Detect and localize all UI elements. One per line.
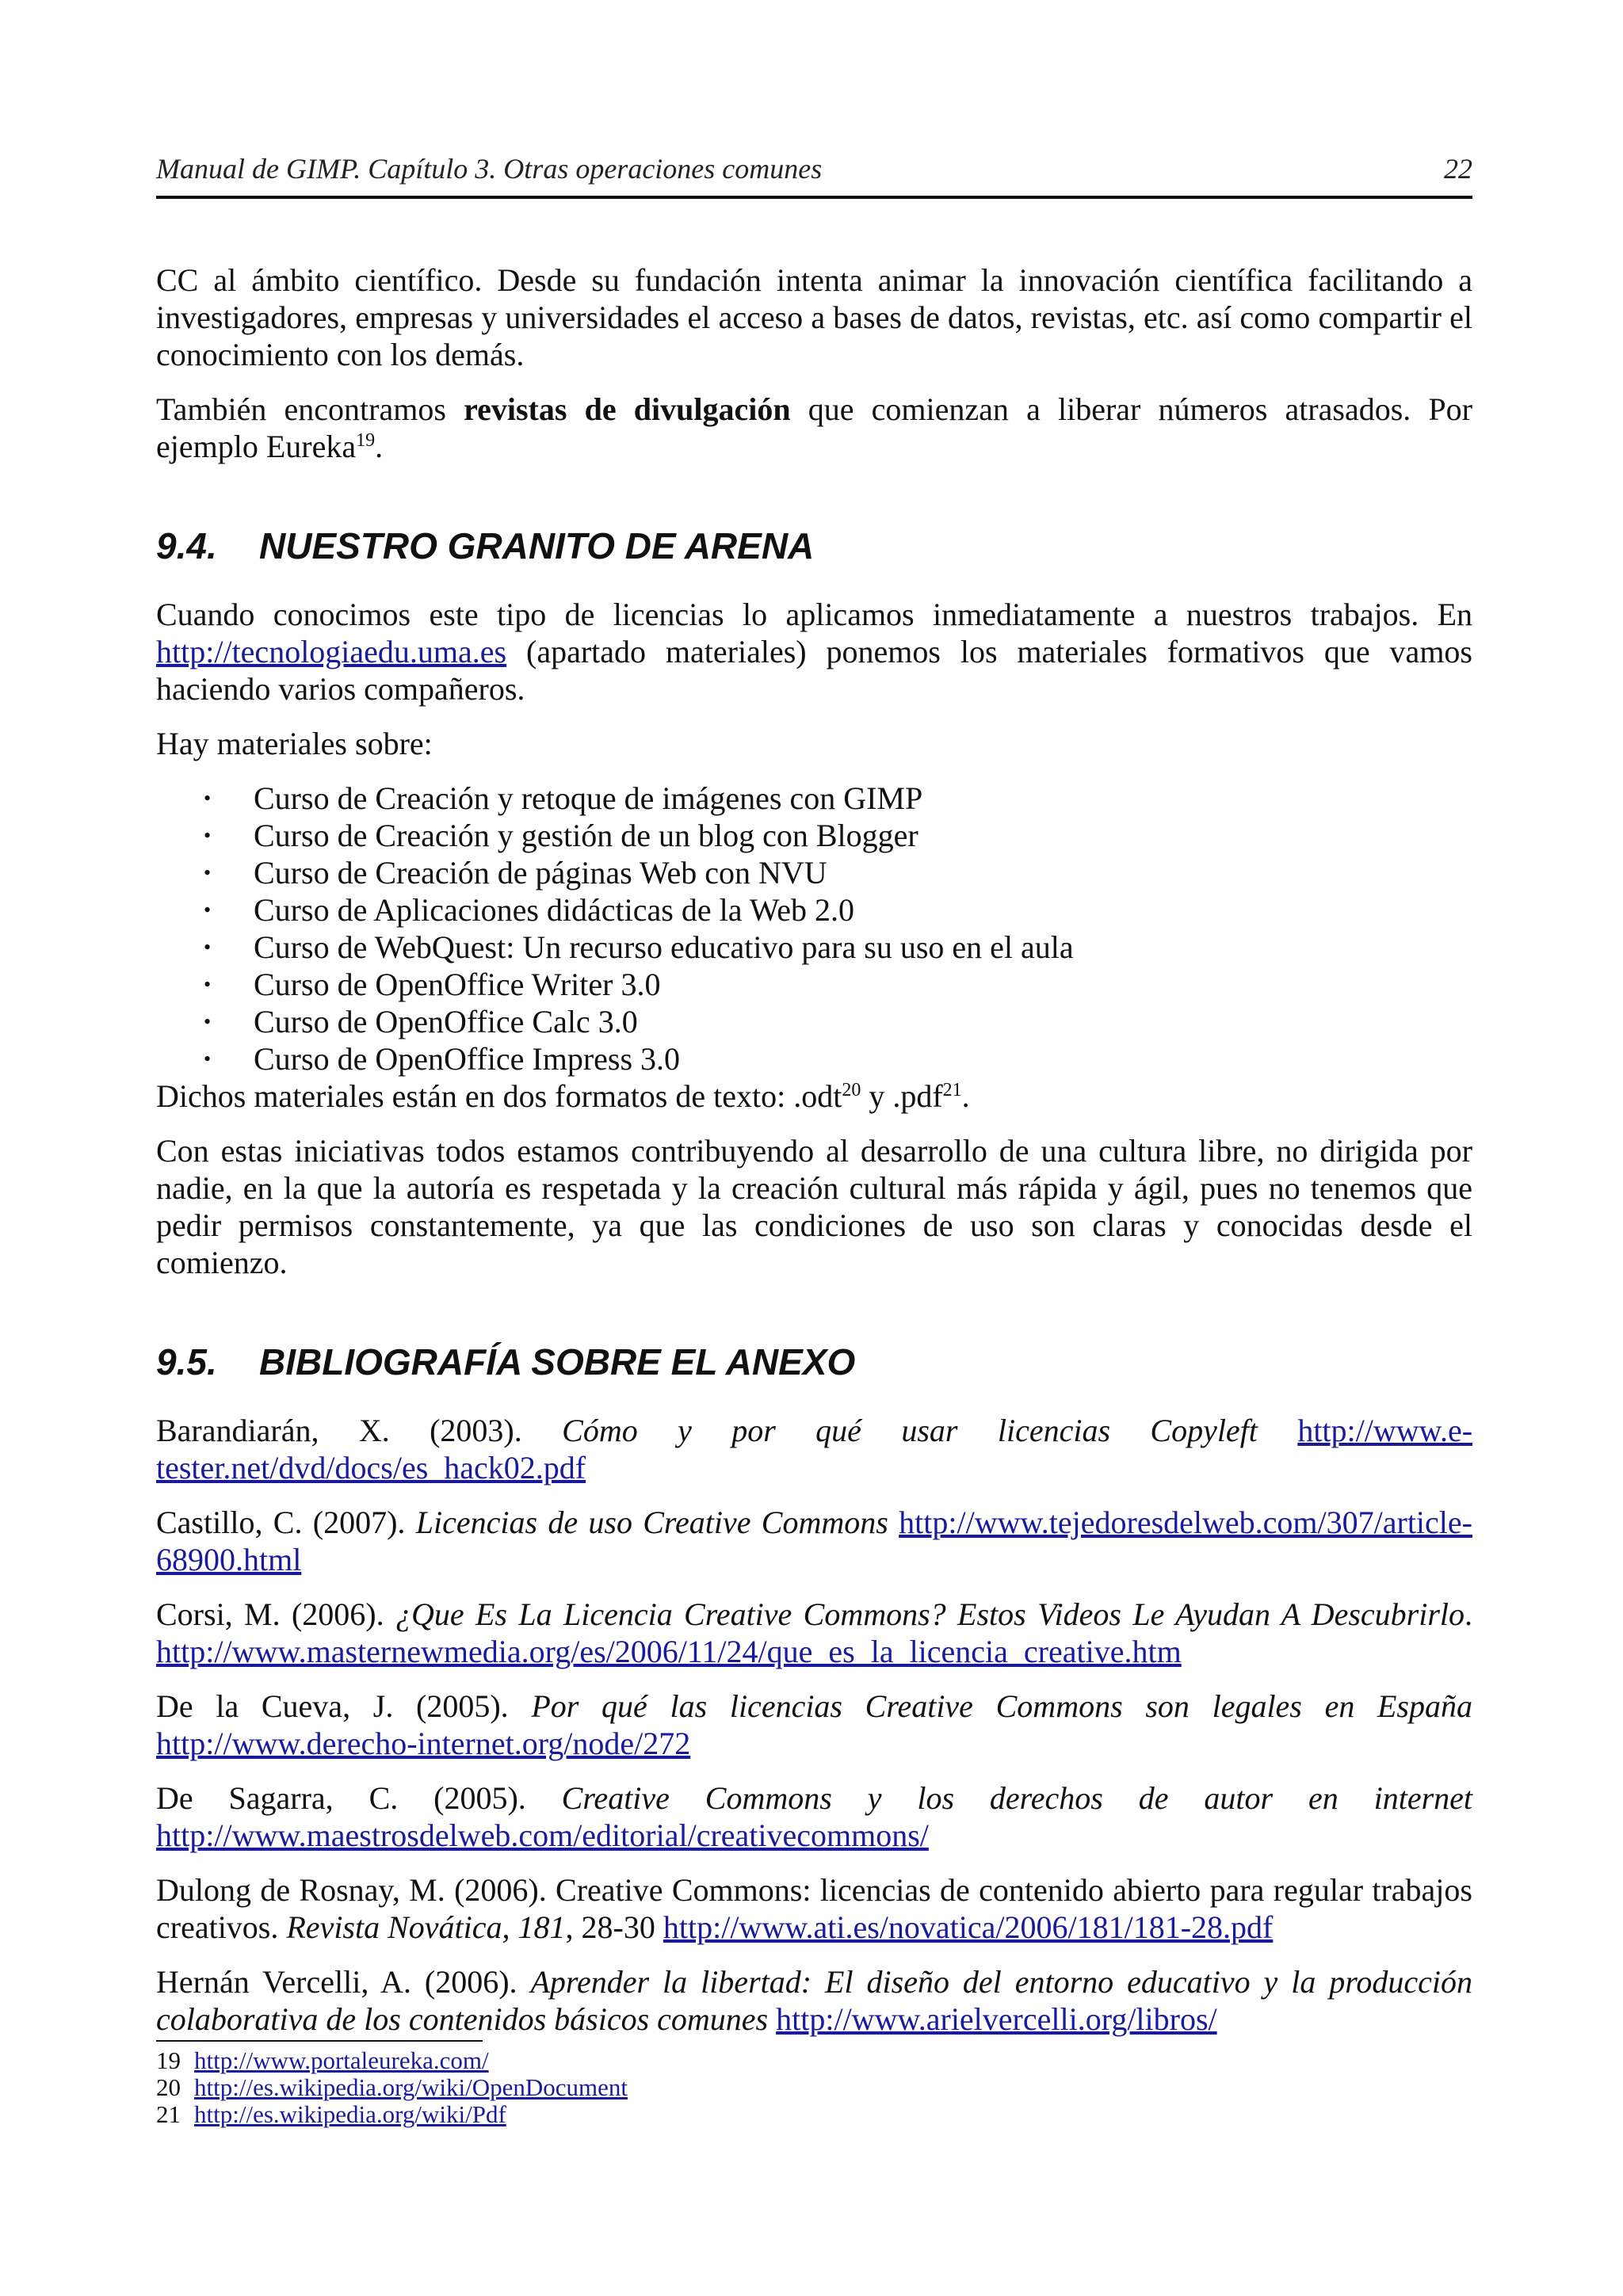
- footnote-link[interactable]: http://es.wikipedia.org/wiki/OpenDocument: [194, 2073, 628, 2101]
- reference-link[interactable]: http://www.derecho-internet.org/node/272: [156, 1726, 691, 1761]
- list-item-text: Curso de OpenOffice Impress 3.0: [254, 1041, 681, 1077]
- bibliography-entry: Hernán Vercelli, A. (2006). Aprender la libertad: El diseño del entorno educativo y la producción colaborativa de los contenidos básicos comunes http://www.arielvercelli.org/libros/: [156, 1964, 1472, 2037]
- footnotes: [156, 2047, 628, 2128]
- footnote-number: 20: [156, 2073, 181, 2101]
- section-number: 9.5.: [156, 1341, 217, 1383]
- bullet-icon: •: [204, 898, 212, 921]
- bibliography-entry: Castillo, C. (2007). Licencias de uso Creative Commons http://www.tejedoresdelweb.com/307/article-68900.html: [156, 1505, 1472, 1577]
- footnote-ref-20[interactable]: 20: [842, 1080, 861, 1100]
- footnote-number: 19: [156, 2046, 181, 2074]
- bullet-icon: •: [204, 973, 212, 996]
- bullet-icon: •: [204, 861, 212, 884]
- bullet-icon: •: [204, 824, 212, 847]
- reference-link[interactable]: http://www.maestrosdelweb.com/editorial/creativecommons/: [156, 1817, 929, 1853]
- reference-link[interactable]: http://www.arielvercelli.org/libros/: [776, 2001, 1217, 2037]
- intro-paragraph: CC al ámbito científico. Desde su fundación intenta animar la innovación científica facilitando a investigadores, empresas y universidades el acceso a bases de datos, revistas, etc. así como compartir el conocimiento con los demás.: [156, 262, 1472, 372]
- list-item: [156, 929, 1472, 966]
- footnote-link[interactable]: http://es.wikipedia.org/wiki/Pdf: [194, 2100, 506, 2128]
- footnote-ref-21[interactable]: 21: [942, 1080, 962, 1100]
- bibliography-entry: Dulong de Rosnay, M. (2006). Creative Commons: licencias de contenido abierto para regular trabajos creativos. Revista Novática, 181, 28-30 http://www.ati.es/novatica/2006/181/181-28.pdf: [156, 1872, 1472, 1945]
- header-title: Manual de GIMP. Capítulo 3. Otras operaciones comunes: [156, 153, 823, 185]
- bullet-icon: •: [204, 1010, 212, 1033]
- reference-title: Licencias de uso Creative Commons: [415, 1505, 888, 1540]
- intro-paragraph-2: También encontramos revistas de divulgación que comienzan a liberar números atrasados. Por ejemplo Eureka$^{19}$.: [156, 391, 1473, 464]
- list-item: [156, 1003, 1472, 1040]
- section-title: BIBLIOGRAFÍA SOBRE EL ANEXO: [259, 1341, 856, 1383]
- reference-title: Aprender la libertad: El diseño del entorno educativo y la producción colaborativa de los contenidos básicos comunes: [156, 1964, 1472, 2037]
- section-number: 9.4.: [156, 525, 217, 566]
- list-item: [156, 854, 1472, 891]
- bibliography-list: [156, 1412, 1472, 2038]
- bibliography-entry: De la Cueva, J. (2005). Por qué las licencias Creative Commons son legales en España http://www.derecho-internet.org/node/272: [156, 1688, 1473, 1761]
- bullet-icon: •: [204, 787, 212, 810]
- bibliography-entry: De Sagarra, C. (2005). Creative Commons y los derechos de autor en internet http://www.maestrosdelweb.com/editorial/creativecommons/: [156, 1780, 1473, 1853]
- formats-paragraph: Dichos materiales están en dos formatos de texto: .odt$^{20}$ y .pdf$^{21}$.: [156, 1078, 970, 1114]
- page-number: 22: [1444, 153, 1472, 185]
- header-rule: [156, 196, 1472, 199]
- list-item-text: Curso de Aplicaciones didácticas de la Web 2.0: [254, 892, 855, 928]
- section-heading-9-4: [156, 524, 1472, 568]
- footnote-link[interactable]: http://www.portaleureka.com/: [194, 2046, 489, 2074]
- reference-link[interactable]: http://www.masternewmedia.org/es/2006/11/24/que_es_la_licencia_creative.htm: [156, 1634, 1182, 1669]
- list-item-text: Curso de Creación y retoque de imágenes con GIMP: [254, 780, 923, 816]
- reference-title: ¿Que Es La Licencia Creative Commons? Estos Videos Le Ayudan A Descubrirlo: [395, 1596, 1465, 1632]
- bullet-icon: •: [204, 1047, 212, 1070]
- footnote-ref-19[interactable]: 19: [356, 430, 376, 451]
- reference-title: Cómo y por qué usar licencias Copyleft: [562, 1413, 1258, 1448]
- list-item: [156, 891, 1472, 929]
- footnote: [156, 2074, 628, 2101]
- page-header: [156, 152, 1472, 185]
- list-item: [156, 966, 1472, 1003]
- list-item: [156, 780, 1472, 817]
- section-paragraph: Cuando conocimos este tipo de licencias lo aplicamos inmediatamente a nuestros trabajos. En http://tecnologiaedu.uma.es (apartado materiales) ponemos los materiales formativos que vamos haciendo varios compañeros.: [156, 597, 1472, 707]
- reference-link[interactable]: http://www.e-tester.net/dvd/docs/es_hack02.pdf: [156, 1413, 1473, 1486]
- bold-term: revistas de divulgación: [464, 391, 791, 427]
- conclusion-paragraph: Con estas iniciativas todos estamos contribuyendo al desarrollo de una cultura libre, no dirigida por nadie, en la que la autoría es respetada y la creación cultural más rápida y ágil, pues no tenemos que pedir permisos constantemente, ya que las condiciones de uso son claras y conocidas desde el comienzo.: [156, 1133, 1472, 1280]
- bibliography-entry: Barandiarán, X. (2003). Cómo y por qué usar licencias Copyleft http://www.e-tester.net/dvd/docs/es_hack02.pdf: [156, 1413, 1473, 1486]
- materials-intro: Hay materiales sobre:: [156, 726, 433, 761]
- reference-title: Creative Commons y los derechos de autor en internet: [561, 1780, 1473, 1816]
- section-heading-9-5: [156, 1340, 1472, 1384]
- tecnologiaedu-link[interactable]: http://tecnologiaedu.uma.es: [156, 634, 507, 669]
- list-item-text: Curso de OpenOffice Writer 3.0: [254, 967, 661, 1002]
- reference-link[interactable]: http://www.ati.es/novatica/2006/181/181-28.pdf: [663, 1909, 1274, 1945]
- page-content: [156, 261, 1472, 2038]
- section-title: NUESTRO GRANITO DE ARENA: [259, 525, 815, 566]
- list-item-text: Curso de WebQuest: Un recurso educativo para su uso en el aula: [254, 929, 1074, 965]
- list-item-text: Curso de Creación y gestión de un blog con Blogger: [254, 818, 918, 853]
- reference-link[interactable]: http://www.tejedoresdelweb.com/307/article-68900.html: [156, 1505, 1472, 1577]
- footnote: [156, 2101, 628, 2128]
- list-item-text: Curso de Creación de páginas Web con NVU: [254, 855, 827, 891]
- bibliography-entry: Corsi, M. (2006). ¿Que Es La Licencia Creative Commons? Estos Videos Le Ayudan A Descubrirlo. http://www.masternewmedia.org/es/2006/11/24/que_es_la_licencia_creative.htm: [156, 1596, 1472, 1669]
- footnote-separator: [156, 2040, 483, 2042]
- list-item: [156, 817, 1472, 854]
- footnote-number: 21: [156, 2100, 181, 2128]
- list-item: [156, 1040, 1472, 1077]
- list-item-text: Curso de OpenOffice Calc 3.0: [254, 1004, 638, 1039]
- reference-title: Por qué las licencias Creative Commons son legales en España: [531, 1688, 1473, 1724]
- reference-title: Revista Novática, 181: [286, 1909, 566, 1945]
- course-list: [156, 780, 1472, 1077]
- bullet-icon: •: [204, 936, 212, 959]
- footnote: [156, 2047, 628, 2074]
